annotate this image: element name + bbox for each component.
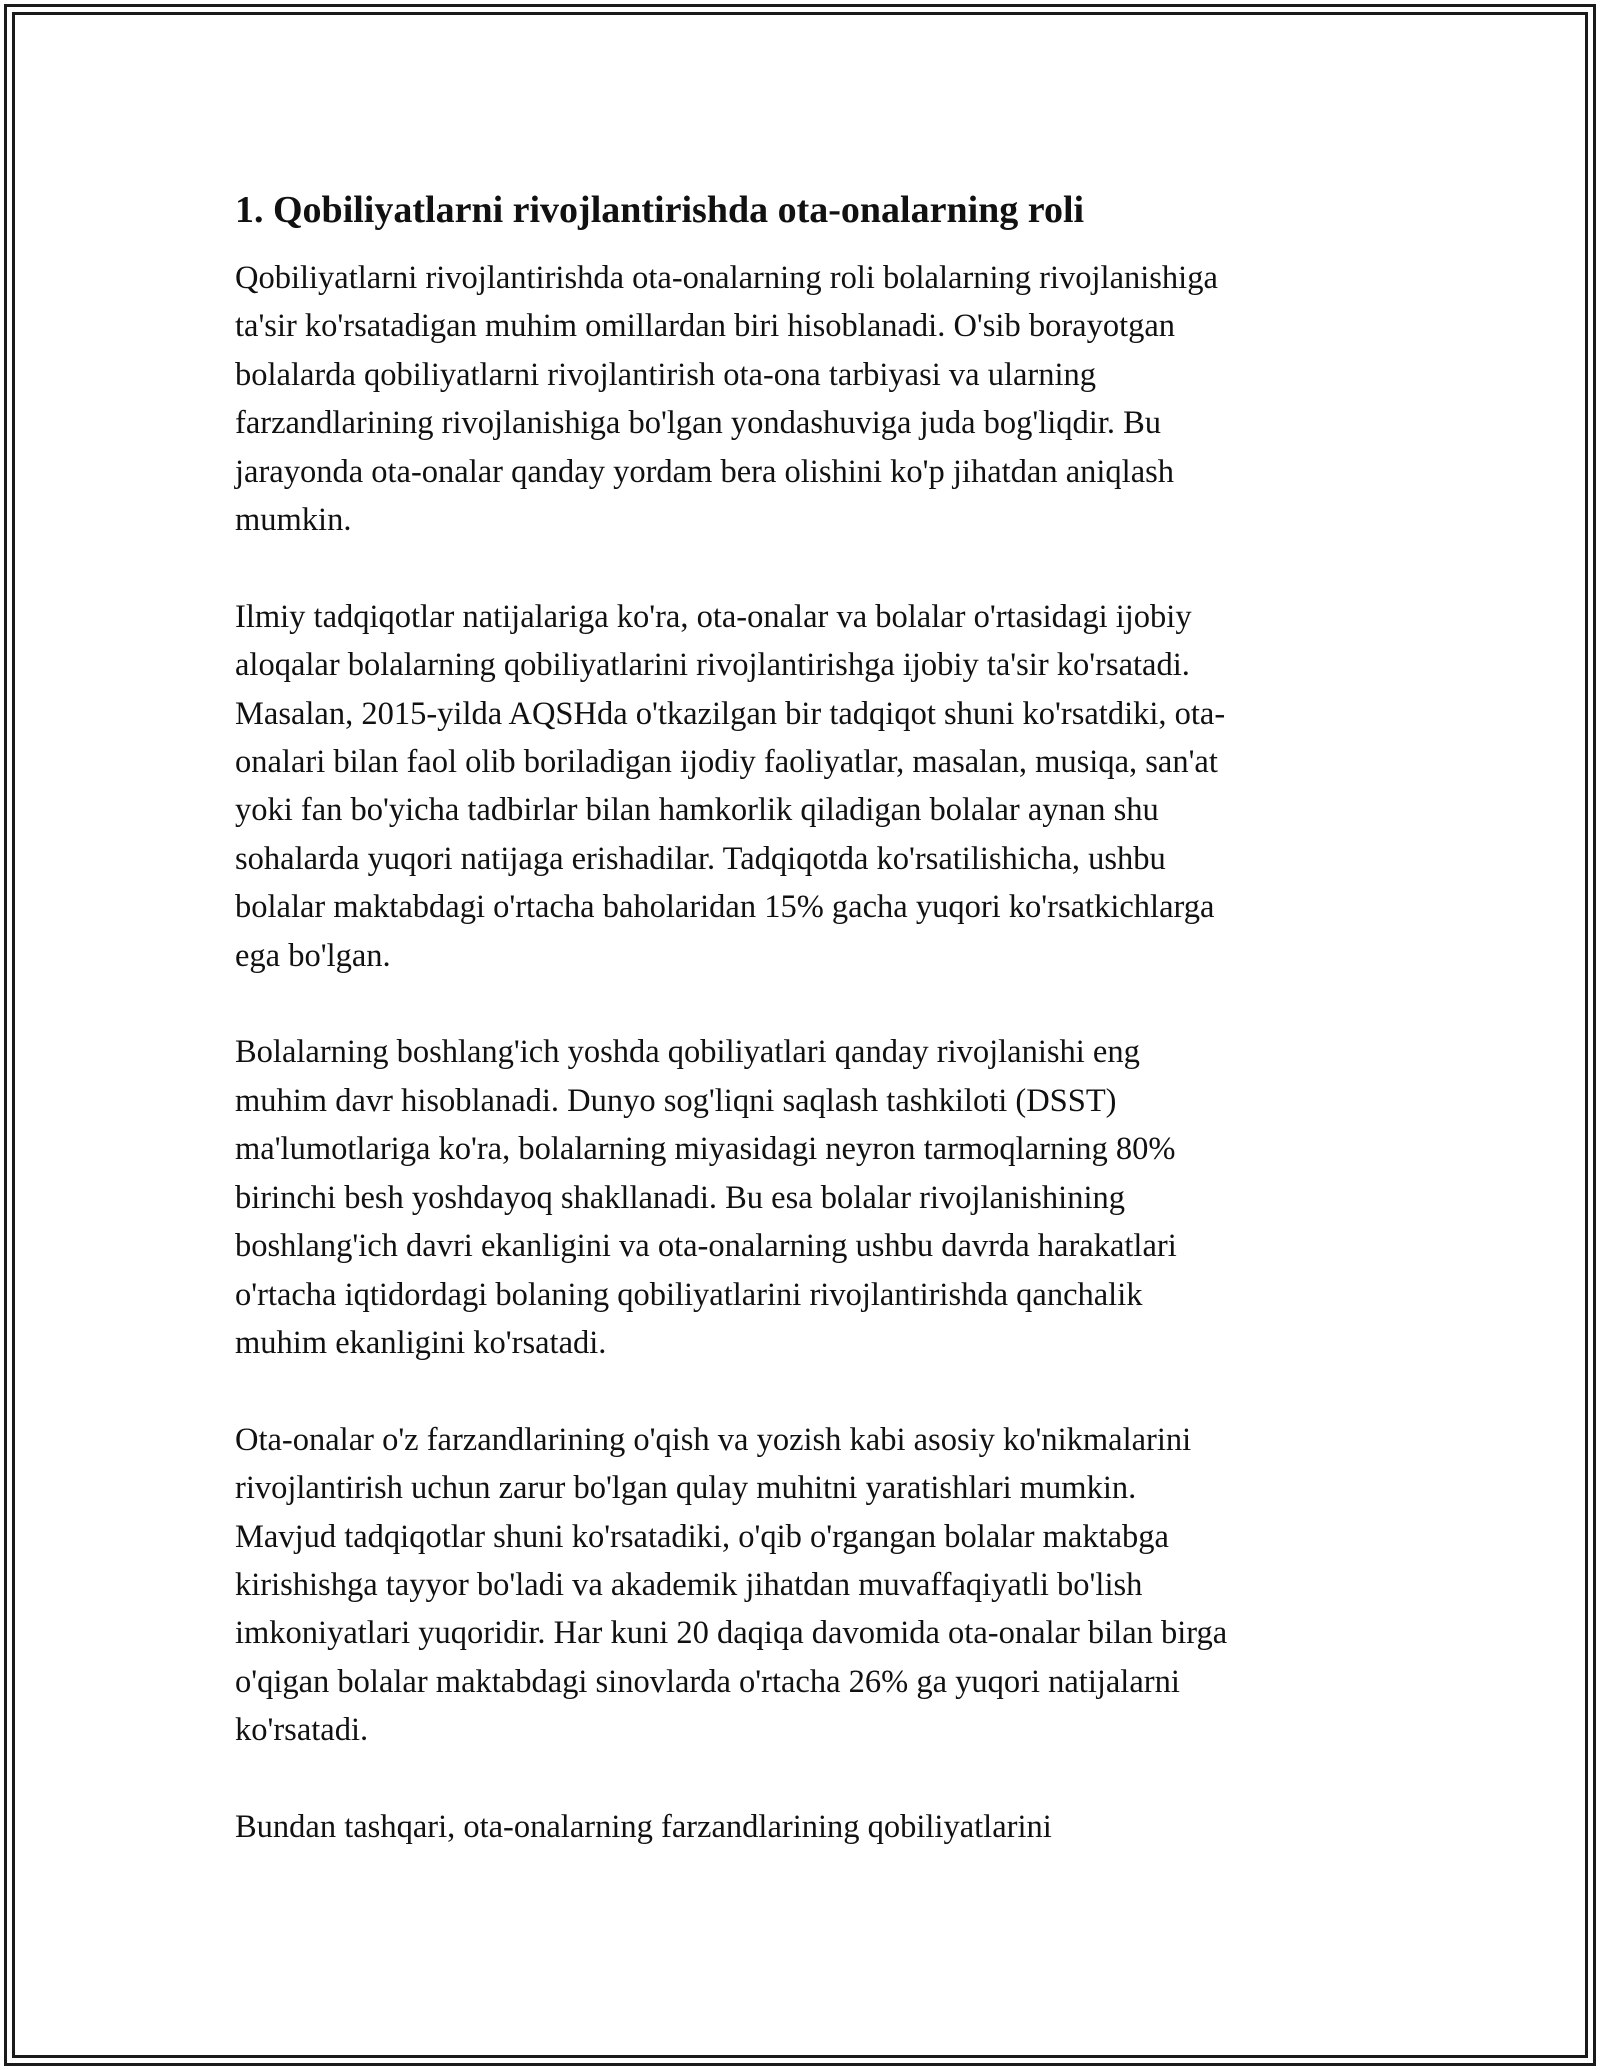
paragraph-5 <box>235 1803 1365 1851</box>
text-line: Qobiliyatlarni rivojlantirishda ota-onalarning roli bolalarning rivojlanishiga <box>235 260 1218 296</box>
paragraph-4 <box>235 1416 1365 1755</box>
text-line: ega bo'lgan. <box>235 937 391 974</box>
text-line: ma'lumotlariga ko'ra, bolalarning miyasidagi neyron tarmoqlarning 80% <box>235 1131 1176 1168</box>
paragraph-2 <box>235 593 1365 980</box>
text-line: Bolalarning boshlang'ich yoshda qobiliyatlari qanday rivojlanishi eng <box>235 1034 1140 1071</box>
text-line: o'rtacha iqtidordagi bolaning qobiliyatlarini rivojlantirishda qanchalik <box>235 1276 1143 1313</box>
text-line: Ilmiy tadqiqotlar natijalariga ko'ra, ota-onalar va bolalar o'rtasidagi ijobiy <box>235 598 1192 635</box>
paragraph-1 <box>235 254 1365 544</box>
text-line: Ota-onalar o'z farzandlarining o'qish va yozish kabi asosiy ko'nikmalarini <box>235 1421 1192 1458</box>
text-line: rivojlantirish uchun zarur bo'lgan qulay muhitni yaratishlari mumkin. <box>235 1470 1137 1507</box>
text-line: farzandlarining rivojlanishiga bo'lgan yondashuviga juda bog'liqdir. Bu <box>235 405 1162 442</box>
text-line: onalari bilan faol olib boriladigan ijodiy faoliyatlar, masalan, musiqa, san'at <box>235 744 1218 781</box>
text-line: sohalarda yuqori natijaga erishadilar. Tadqiqotda ko'rsatilishicha, ushbu <box>235 840 1166 877</box>
text-line: muhim ekanligini ko'rsatadi. <box>235 1324 607 1361</box>
text-line: birinchi besh yoshdayoq shakllanadi. Bu esa bolalar rivojlanishining <box>235 1179 1125 1216</box>
text-line: ko'rsatadi. <box>235 1712 369 1749</box>
text-line: imkoniyatlari yuqoridir. Har kuni 20 daqiqa davomida ota-onalar bilan birga <box>235 1615 1228 1652</box>
text-line: yoki fan bo'yicha tadbirlar bilan hamkorlik qiladigan bolalar aynan shu <box>235 792 1159 829</box>
text-line: Bundan tashqari, ota-onalarning farzandlarining qobiliyatlarini <box>235 1808 1052 1845</box>
document-body <box>235 186 1365 1900</box>
text-line: o'qigan bolalar maktabdagi sinovlarda o'rtacha 26% ga yuqori natijalarni <box>235 1663 1180 1700</box>
text-line: bolalarda qobiliyatlarni rivojlantirish ota-ona tarbiyasi va ularning <box>235 356 1096 393</box>
text-line: Masalan, 2015-yilda AQSHda o'tkazilgan bir tadqiqot shuni ko'rsatdiki, ota- <box>235 695 1226 732</box>
text-line: mumkin. <box>235 502 352 539</box>
text-line: bolalar maktabdagi o'rtacha baholaridan 15% gacha yuqori ko'rsatkichlarga <box>235 889 1215 926</box>
text-line: ta'sir ko'rsatadigan muhim omillardan biri hisoblanadi. O'sib borayotgan <box>235 308 1176 345</box>
text-line: boshlang'ich davri ekanligini va ota-onalarning ushbu davrda harakatlari <box>235 1228 1177 1265</box>
paragraph-3 <box>235 1028 1365 1367</box>
text-line: kirishishga tayyor bo'ladi va akademik jihatdan muvaffaqiyatli bo'lish <box>235 1566 1143 1603</box>
text-line: jarayonda ota-onalar qanday yordam bera olishini ko'p jihatdan aniqlash <box>235 453 1175 490</box>
section-heading: 1. Qobiliyatlarni rivojlantirishda ota-onalarning roli <box>235 189 1085 231</box>
text-line: muhim davr hisoblanadi. Dunyo sog'liqni saqlash tashkiloti (DSST) <box>235 1082 1117 1119</box>
text-line: aloqalar bolalarning qobiliyatlarini rivojlantirishga ijobiy ta'sir ko'rsatadi. <box>235 647 1190 684</box>
text-line: Mavjud tadqiqotlar shuni ko'rsatadiki, o'qib o'rgangan bolalar maktabga <box>235 1518 1169 1555</box>
